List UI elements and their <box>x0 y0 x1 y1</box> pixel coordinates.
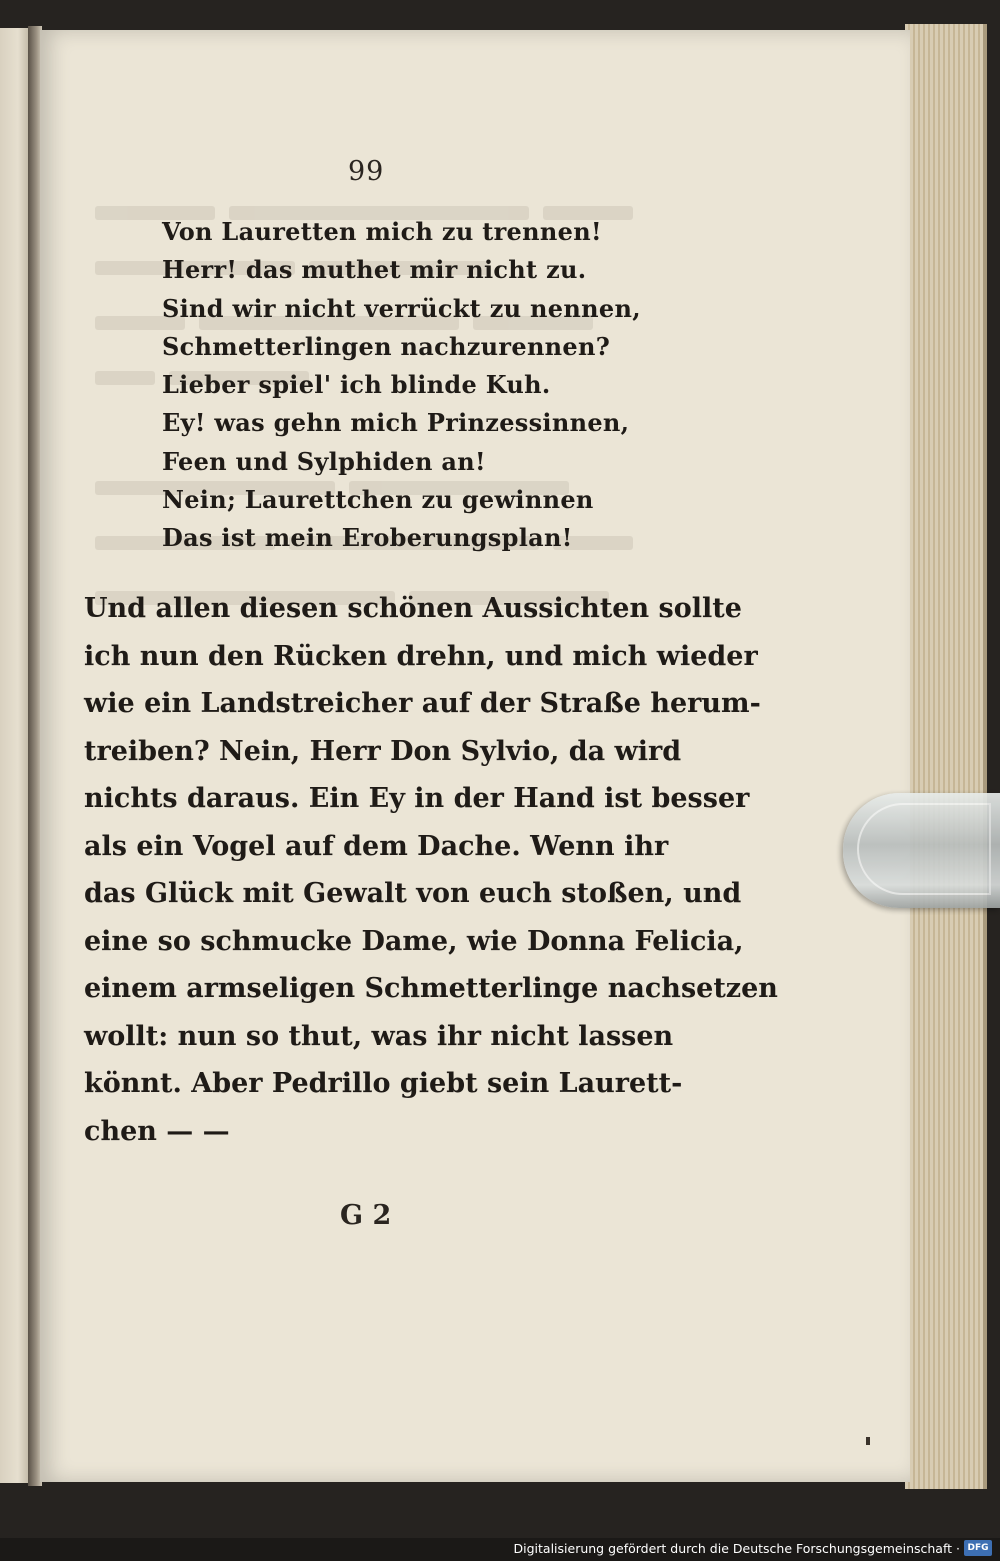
verse-line: Nein; Laurettchen zu gewinnen <box>162 485 594 515</box>
verse-line: Das ist mein Eroberungsplan! <box>162 523 573 553</box>
prose-line: eine so schmucke Dame, wie Donna Felicia, <box>84 925 744 957</box>
page-holder-clip <box>843 793 1000 908</box>
prose-line: Und allen diesen schönen Aussichten sollte <box>84 593 742 624</box>
verse-line: Lieber spiel' ich blinde Kuh. <box>162 370 551 400</box>
verse-line: Herr! das muthet mir nicht zu. <box>162 255 587 285</box>
dfg-logo: DFG <box>964 1540 992 1556</box>
prose-line: das Glück mit Gewalt von euch stoßen, und <box>84 878 742 909</box>
prose-paragraph <box>84 585 778 1155</box>
prose-line: könnt. Aber Pedrillo giebt sein Laurett- <box>84 1068 683 1099</box>
verse-line: Von Lauretten mich zu trennen! <box>162 217 602 246</box>
digitization-credit: Digitalisierung gefördert durch die Deutsche Forschungsgemeinschaft · <box>513 1541 960 1556</box>
prose-line: ich nun den Rücken drehn, und mich wieder <box>84 640 758 672</box>
facing-page-edge <box>0 28 30 1483</box>
verse-stanza <box>162 213 641 558</box>
verse-line: Ey! was gehn mich Prinzessinnen, <box>162 408 630 438</box>
prose-line: nichts daraus. Ein Ey in der Hand ist besser <box>84 783 750 814</box>
prose-line: als ein Vogel auf dem Dache. Wenn ihr <box>84 830 669 862</box>
prose-line: chen — — <box>84 1115 230 1147</box>
prose-line: treiben? Nein, Herr Don Sylvio, da wird <box>84 735 682 767</box>
prose-line: einem armseligen Schmetterlinge nachsetzen <box>84 973 778 1004</box>
page-number: 99 <box>348 156 385 187</box>
verse-line: Schmetterlingen nachzurennen? <box>162 331 611 361</box>
verse-line: Feen und Sylphiden an! <box>162 446 486 476</box>
page-block-edge <box>905 24 987 1489</box>
prose-line: wie ein Landstreicher auf der Straße herum- <box>84 688 761 719</box>
print-mark <box>866 1437 870 1445</box>
prose-line: wollt: nun so thut, was ihr nicht lassen <box>84 1020 674 1052</box>
printer-signature: G 2 <box>340 1200 392 1231</box>
verse-line: Sind wir nicht verrückt zu nennen, <box>162 293 641 323</box>
